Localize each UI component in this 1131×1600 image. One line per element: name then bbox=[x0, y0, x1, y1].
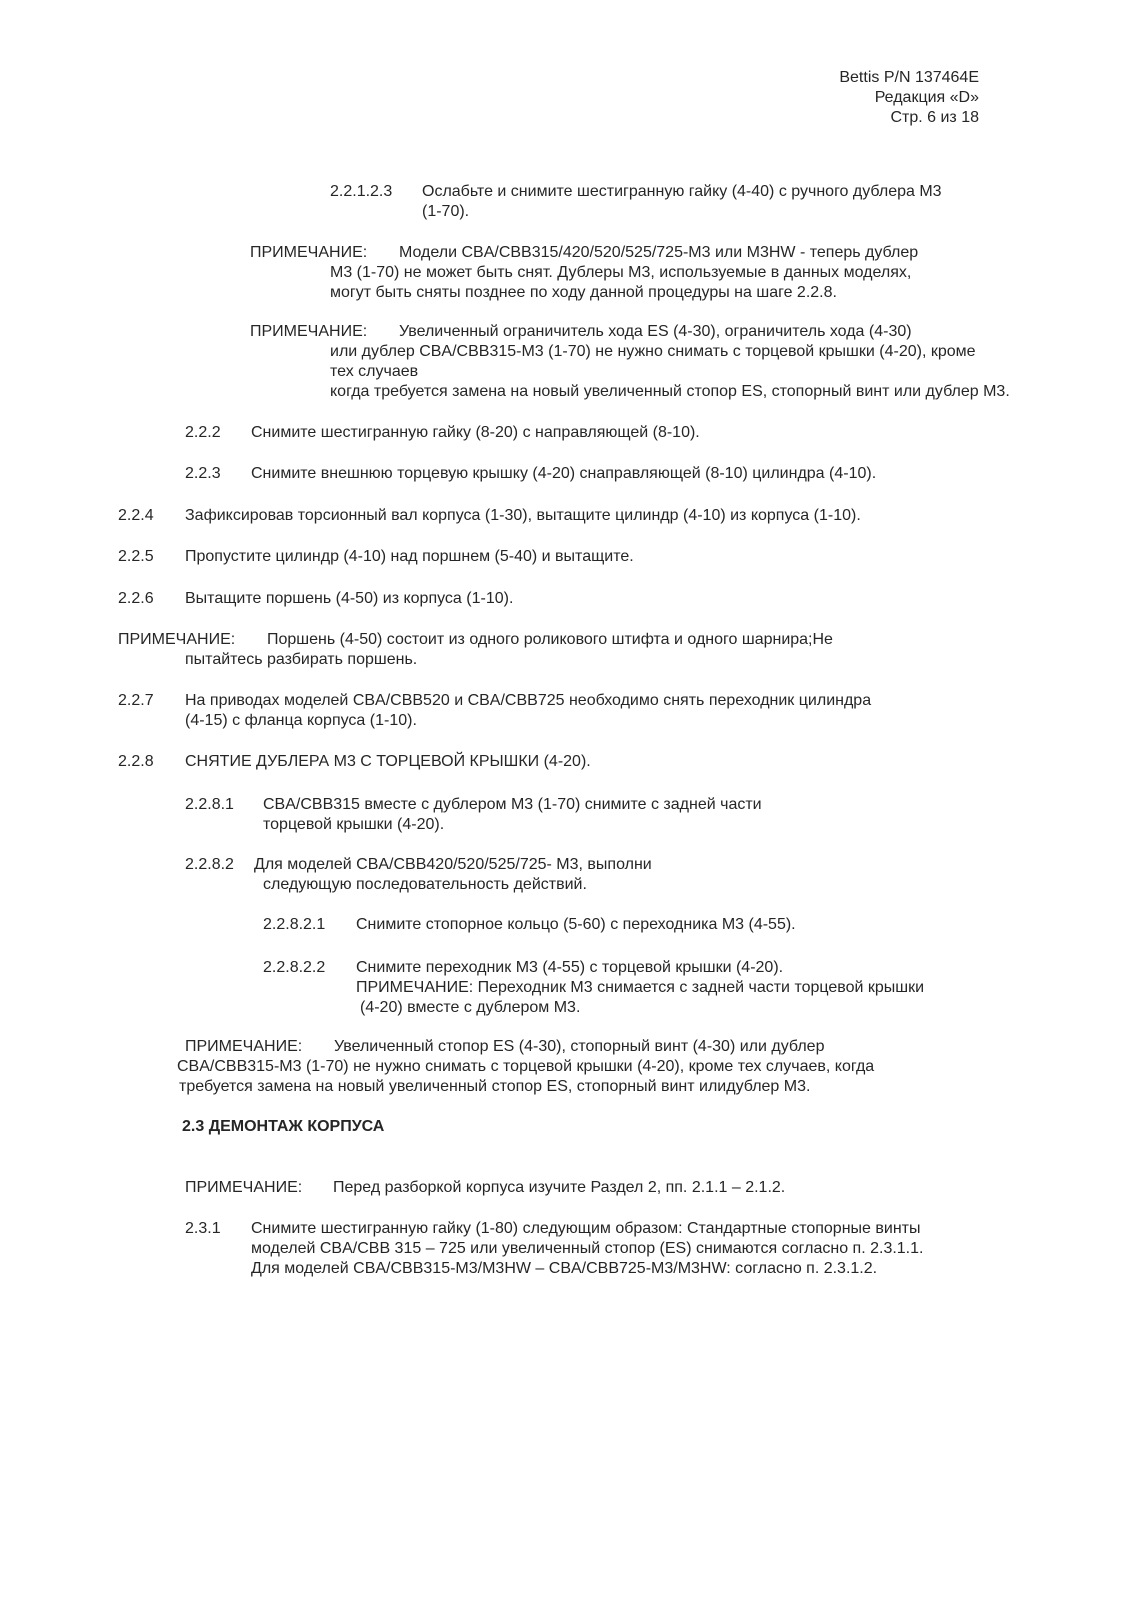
note-text-cont: пытайтесь разбирать поршень. bbox=[185, 651, 418, 668]
step-number: 2.2.3 bbox=[185, 465, 221, 482]
step-text: На приводах моделей CBA/CBB520 и CBA/CBB725 необходимо снять переходник цилиндра (4-15) с фланца корпуса (1-10). bbox=[185, 692, 872, 729]
step-number: 2.2.8.2 bbox=[185, 856, 234, 873]
note-text: Увеличенный ограничитель хода ES (4-30), ограничитель хода (4-30) bbox=[399, 323, 912, 340]
step-text: Снимите переходник M3 (4-55) с торцевой крышки (4-20). ПРИМЕЧАНИЕ: Переходник M3 снимается с задней части торцевой крышки (4-20) вместе с дублером M3. bbox=[356, 959, 925, 1016]
step-number: 2.2.2 bbox=[185, 424, 221, 441]
section-heading: 2.3 ДЕМОНТАЖ КОРПУСА bbox=[182, 1118, 385, 1135]
page-header bbox=[839, 68, 979, 128]
step-number: 2.2.8.2.2 bbox=[263, 959, 326, 976]
step-number: 2.2.5 bbox=[118, 548, 154, 565]
step-text: Снимите шестигранную гайку (8-20) с направляющей (8-10). bbox=[251, 424, 700, 441]
note-text-cont: или дублер CBA/CBB315-M3 (1-70) не нужно снимать с торцевой крышки (4-20), кроме тех случаев когда требуется замена на новый увеличенный стопор ES, стопорный винт или дублер M3. bbox=[330, 343, 1010, 400]
part-number: Bettis P/N 137464E bbox=[839, 69, 979, 86]
step-number: 2.3.1 bbox=[185, 1220, 221, 1237]
note-text-cont: M3 (1-70) не может быть снят. Дублеры M3, используемые в данных моделях, могут быть сняты позднее по ходу данной процедуры на шаге 2.2.8. bbox=[330, 264, 912, 301]
step-text-cont: следующую последовательность действий. bbox=[263, 876, 587, 893]
note-text: Увеличенный стопор ES (4-30), стопорный винт (4-30) или дублер bbox=[334, 1038, 825, 1055]
step-text: Для моделей CBA/CBB420/520/525/725- M3, выполни bbox=[254, 856, 652, 873]
note-label: ПРИМЕЧАНИЕ: bbox=[185, 1179, 303, 1196]
note-label: ПРИМЕЧАНИЕ: bbox=[118, 631, 236, 648]
step-text: Зафиксировав торсионный вал корпуса (1-30), вытащите цилиндр (4-10) из корпуса (1-10). bbox=[185, 507, 861, 524]
step-text: Пропустите цилиндр (4-10) над поршнем (5-40) и вытащите. bbox=[185, 548, 634, 565]
step-text: CBA/CBB315 вместе с дублером M3 (1-70) снимите с задней части торцевой крышки (4-20). bbox=[263, 796, 762, 833]
note-label: ПРИМЕЧАНИЕ: bbox=[185, 1038, 303, 1055]
note-label: ПРИМЕЧАНИЕ: bbox=[250, 244, 368, 261]
step-number: 2.2.8.1 bbox=[185, 796, 234, 813]
note-text-cont: CBA/CBB315-M3 (1-70) не нужно снимать с торцевой крышки (4-20), кроме тех случаев, когда требуется замена на новый увеличенный стопор ES, стопорный винт илидублер M3. bbox=[177, 1058, 875, 1095]
note-text: Модели CBA/CBB315/420/520/525/725-M3 или M3HW - теперь дублер bbox=[399, 244, 919, 261]
step-text: Снимите шестигранную гайку (1-80) следующим образом: Стандартные стопорные винты моделей CBA/CBB 315 – 725 или увеличенный стопор (ES) снимаются согласно п. 2.3.1.1. Для моделей CBA/CBB315-M3/M3HW – CBA/CBB725-M3/M3HW: согласно п. 2.3.1.2. bbox=[251, 1220, 924, 1277]
note-label: ПРИМЕЧАНИЕ: bbox=[250, 323, 368, 340]
step-text: СНЯТИЕ ДУБЛЕРА M3 С ТОРЦЕВОЙ КРЫШКИ (4-20). bbox=[185, 753, 591, 770]
step-number: 2.2.8 bbox=[118, 753, 154, 770]
step-text: Снимите внешнюю торцевую крышку (4-20) снаправляющей (8-10) цилиндра (4-10). bbox=[251, 465, 877, 482]
step-number: 2.2.6 bbox=[118, 590, 154, 607]
step-number: 2.2.8.2.1 bbox=[263, 916, 326, 933]
step-text: Снимите стопорное кольцо (5-60) с переходника M3 (4-55). bbox=[356, 916, 796, 933]
step-text: Вытащите поршень (4-50) из корпуса (1-10). bbox=[185, 590, 514, 607]
step-number: 2.2.1.2.3 bbox=[330, 183, 393, 200]
note-text: Поршень (4-50) состоит из одного роликового штифта и одного шарнира;Не bbox=[267, 631, 833, 648]
step-text: Ослабьте и снимите шестигранную гайку (4-40) с ручного дублера M3 (1-70). bbox=[422, 183, 942, 220]
revision: Редакция «D» bbox=[874, 89, 979, 106]
step-number: 2.2.4 bbox=[118, 507, 154, 524]
page-number: Стр. 6 из 18 bbox=[890, 109, 979, 126]
step-number: 2.2.7 bbox=[118, 692, 154, 709]
note-text: Перед разборкой корпуса изучите Раздел 2, пп. 2.1.1 – 2.1.2. bbox=[333, 1179, 786, 1196]
